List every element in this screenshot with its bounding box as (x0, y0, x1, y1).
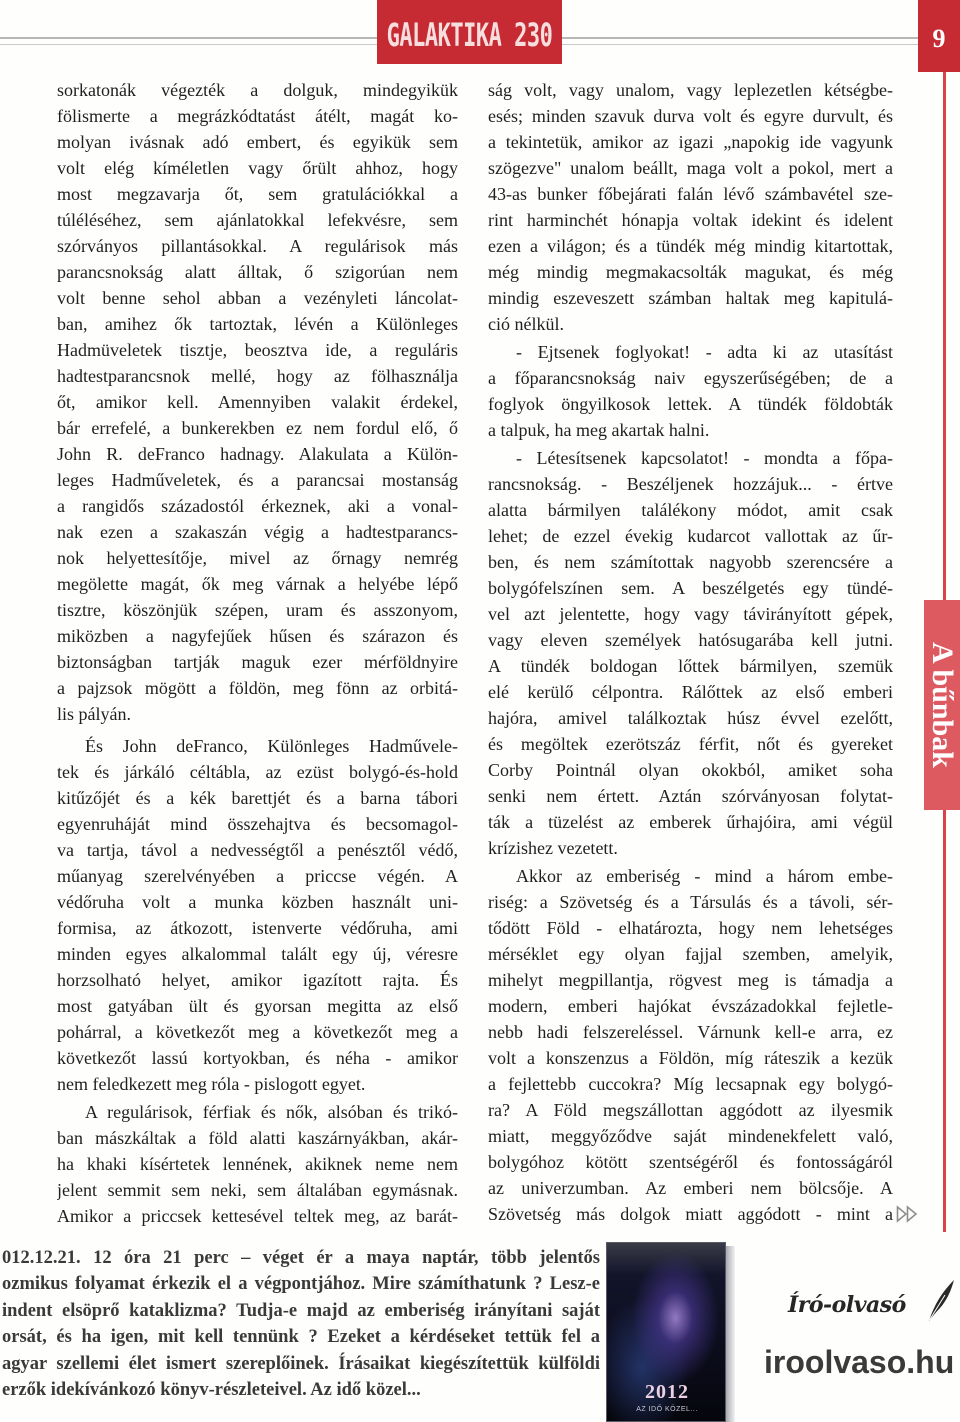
text-line: A regulárisok, férfiak és nők, alsóban és trikó- (85, 1102, 458, 1122)
text-line: miatt, meggyőződve saját mindenekfelett való, (488, 1126, 893, 1146)
ad-teaser-text (2, 1245, 600, 1403)
text-line: a rangidős századostól érkeznek, aki a vonal- (57, 496, 458, 516)
text-line: ezen a világon; és a tündék még mindig kitartottak, (488, 236, 893, 256)
text-line: rancsnokság. - Beszéljenek hozzájuk... - értve (488, 474, 893, 494)
paragraph (488, 339, 893, 443)
text-line: a főparancsnokság naiv egyszerűségében; de a (488, 368, 893, 388)
text-line: John R. deFranco hadnagy. Alakulata a Külön- (57, 444, 458, 464)
text-line: rint harminchét hónapja voltak idekint és idelent (488, 210, 893, 230)
text-line: ban mászkáltak a föld alatti kaszárnyákban, akár- (57, 1128, 458, 1148)
text-line: ra? A Föld megszállottan aggódott az ilyesmik (488, 1100, 893, 1120)
text-line: senki nem értett. Aztán szórványosan folytat- (488, 786, 893, 806)
website-url: iroolvaso.hu (764, 1344, 955, 1380)
text-line: szögezve" unalom beállt, maga volt a pokol, mert a (488, 158, 893, 178)
text-line: riség: a Szövetség és a Társulás és a távoli, sér- (488, 892, 893, 912)
text-line: - Létesítsenek kapcsolatot! - mondta a főpa- (516, 448, 893, 468)
text-line: tődött Föld - elhatározta, hogy nem lehetséges (488, 918, 893, 938)
publisher-logo-text: Író-olvasó (788, 1292, 906, 1318)
text-line: őt, amikor kell. Amennyiben valakit érdekel, (57, 392, 458, 412)
ad-teaser-line: 012.12.21. 12 óra 21 perc – véget ér a maya naptár, több jelentős (2, 1248, 600, 1268)
text-line: esés; minden szavuk durva volt és egyre durvult, és (488, 106, 893, 126)
text-line: elé kerülő célpontra. Rálőttek az első emberi (488, 682, 893, 702)
book-page-edge (726, 1246, 735, 1422)
story-title-tab (924, 600, 960, 810)
continue-arrows-icon (896, 1205, 920, 1223)
story-title: A bűnbak (926, 642, 959, 768)
text-line: hadtestparancsnok mellé, hogy az fölhasználja (57, 366, 458, 386)
text-line: túléléséhez, sem ajánlatokkal lefekvésre, sem (57, 210, 458, 230)
text-line: miközben a nagyfejűek hűsen és szárazon és (57, 626, 458, 646)
text-line: 43-as bunker főbejárati falán lévő számbavétel sze- (488, 184, 893, 204)
article-column-left (57, 77, 458, 1229)
text-line: vagy eleven személyek hatósugarába kell jutni. (488, 630, 893, 650)
book-subtitle: AZ IDŐ KÖZEL... (636, 1406, 698, 1413)
text-line: Amikor a priccsek kettesével teltek meg, az barát- (57, 1206, 458, 1226)
text-line: nok helyettesítője, mivel az őrnagy nemrég (57, 548, 458, 568)
text-line: nem feledkezett meg róla - pislogott egyet. (57, 1074, 366, 1094)
book-title: 2012 (645, 1381, 689, 1403)
text-line: egyenruháját mind összehajtva és becsomagol- (57, 814, 458, 834)
text-line: - Ejtsenek foglyokat! - adta ki az utasítást (516, 342, 893, 362)
page-number-tab (918, 0, 960, 72)
text-line: a fejlettebb cuccokra? Míg lecsapnak egy bolygó- (488, 1074, 893, 1094)
ad-teaser-line: erzők idekívánkozó könyv-részleteivel. Az idő közel... (2, 1379, 421, 1400)
text-line: a tekintetük, amikor az igazi „napokig ide vagyunk (488, 132, 893, 152)
text-line: formisa, az átkozott, istenverte védőruha, ami (57, 918, 458, 938)
ad-teaser-line: indent elsöprő kataklizma? Tudja-e majd az emberiség irányítani saját (2, 1300, 600, 1321)
text-line: volt a konszenzus a Földön, míg ráteszik a kezük (488, 1048, 893, 1068)
text-line: lis pályán. (57, 704, 131, 724)
text-line: horzsolható helyet, amikor igazított rajta. És (57, 970, 458, 990)
text-line: ták a tüzelést az emberek űrhajóira, ami végül (488, 812, 893, 832)
magazine-title: GALAKTIKA 230 (386, 17, 553, 55)
text-line: Akkor az emberiség - mind a három embe- (516, 866, 893, 886)
text-line: alatta bármilyen találékony módot, amit csak (488, 500, 893, 520)
ad-teaser-line: orsát, és ha igen, mit kell tennünk ? Ezeket a kérdéseket tettük fel a (2, 1327, 600, 1348)
text-line: következőt lassú kortyokban, és néha - amikor (57, 1048, 458, 1068)
feather-icon (926, 1278, 956, 1322)
text-line: fölismerte a megrázkódtatást átélt, magát ko- (57, 106, 458, 126)
paragraph (57, 77, 458, 727)
text-line: bár errefelé, a bunkerekben ez nem fordul elő, ő (57, 418, 458, 438)
text-line: És John deFranco, Különleges Hadművele- (85, 736, 458, 756)
text-line: ság volt, vagy unalom, vagy leplezetlen kétségbe- (488, 80, 893, 100)
text-line: most gatyában ült és gyorsan megitta az első (57, 996, 458, 1016)
text-line: a talpuk, ha meg akartak halni. (488, 420, 710, 440)
text-line: parancsnokság alatt álltak, ő szigorúan nem (57, 262, 458, 282)
text-line: mindig eszeveszett számban haltak meg kapitulá- (488, 288, 893, 308)
text-line: megölette magát, ők meg várnak a helyébe lépő (57, 574, 458, 594)
text-line: va tartja, távol a nedvességtől a penésztől védő, (57, 840, 458, 860)
ad-teaser-line: agyar szellemi élet ismert szereplőinek. Írásaikat kiegészítettük külföldi (2, 1353, 600, 1374)
page-number: 9 (932, 24, 946, 53)
text-line: volt elég kíméletlen vagy őrült ahhoz, hogy (57, 158, 458, 178)
paragraph (488, 863, 893, 1227)
text-line: lehet; de ezzel évekig kudarcot vallottak az űr- (488, 526, 893, 546)
text-line: Hadmüveletek tisztje, beosztva ide, a reguláris (57, 340, 458, 360)
paragraph (488, 445, 893, 861)
text-line: biztonságban tartják maguk ezer mérföldnyire (57, 652, 458, 672)
text-line: hajóra, amivel találkoztak húsz évvel ezelőtt, (488, 708, 893, 728)
text-line: mihelyt megpillantja, rögvest meg is támadja a (488, 970, 893, 990)
text-line: foglyok öngyilkosok lettek. A tündék földobták (488, 394, 893, 414)
text-line: ció nélkül. (488, 314, 564, 334)
magazine-masthead (377, 0, 562, 64)
text-line: bolygóhoz kötött szentségéről és fontosságáról (488, 1152, 893, 1172)
text-line: nebb hadi felszereléssel. Várnunk kell-e arra, ez (488, 1022, 893, 1042)
text-line: ban, amihez ők tartoztak, lévén a Különleges (57, 314, 458, 334)
article-column-right (488, 77, 893, 1227)
paragraph (57, 733, 458, 1097)
text-line: volt benne sehol abban a vezényleti láncolat- (57, 288, 458, 308)
text-line: modern, emberi hajókat évszázadokkal fejletle- (488, 996, 893, 1016)
text-line: Corby Pointnál olyan okokból, amiket soha (488, 760, 893, 780)
text-line: ben, és nem számítottak nagyobb szerencsére a (488, 552, 893, 572)
text-line: vel azt jelentette, hogy vagy távirányított gépek, (488, 604, 893, 624)
text-line: sorkatonák végezték a dolguk, mindegyikük (57, 80, 458, 100)
text-line: tek és járkáló céltábla, az ezüst bolygó-és-hold (57, 762, 458, 782)
text-line: molyan ivásnak adó embert, és egyikük sem (57, 132, 458, 152)
text-line: pohárral, a következőt meg a következőt meg a (57, 1022, 458, 1042)
header-rule-right (562, 37, 918, 45)
text-line: kitűzőjét és a kék barettjét és a barna tábori (57, 788, 458, 808)
text-line: krízishez vezetett. (488, 838, 618, 858)
text-line: az univerzumban. Az emberi nem bölcsője. A (488, 1178, 893, 1198)
text-line: a pajzsok mögött a földön, meg fönn az orbitá- (57, 678, 458, 698)
text-line: és megöltek ezerötszáz férfit, nőt és gyereket (488, 734, 893, 754)
text-line: jelent semmit sem neki, sem általában egymásnak. (57, 1180, 458, 1200)
text-line: A tündék boldogan lőttek bármilyen, szemük (488, 656, 893, 676)
header-rule-left (0, 37, 377, 45)
text-line: védőruha volt a munka közben használt uni- (57, 892, 458, 912)
text-line: tisztre, köszönjük szépen, uram és asszonyom, (57, 600, 458, 620)
paragraph (57, 1099, 458, 1229)
text-line: ha khaki kísértetek lennének, akiknek neme nem (57, 1154, 458, 1174)
book-cover (606, 1242, 736, 1422)
text-line: műanyag szerelvényében a priccse végén. A (57, 866, 458, 886)
text-line: Szövetség más dolgok miatt aggódott - mint a (488, 1204, 893, 1224)
ad-teaser-line: ozmikus folyamat érkezik el a végpontjához. Mire számíthatunk ? Lesz-e (2, 1274, 600, 1295)
text-line: még mindig megmakacsolták magukat, és még (488, 262, 893, 282)
text-line: szórványos pillantásokkal. A regulárisok más (57, 236, 458, 256)
text-line: bolygófelszínen sem. A beszélgetés egy tündé- (488, 578, 893, 598)
paragraph (488, 77, 893, 337)
text-line: leges Hadműveletek, és a parancsai mostanság (57, 470, 458, 490)
text-line: most megzavarja őt, sem gratulációkkal a (57, 184, 458, 204)
book-cover-face (606, 1242, 726, 1422)
text-line: minden egyes alkalommal talált egy új, véresre (57, 944, 458, 964)
text-line: nak ezen a szakaszán végig a hadtestparancs- (57, 522, 458, 542)
text-line: mérséklet egy olyan fajjal szemben, amelyik, (488, 944, 893, 964)
